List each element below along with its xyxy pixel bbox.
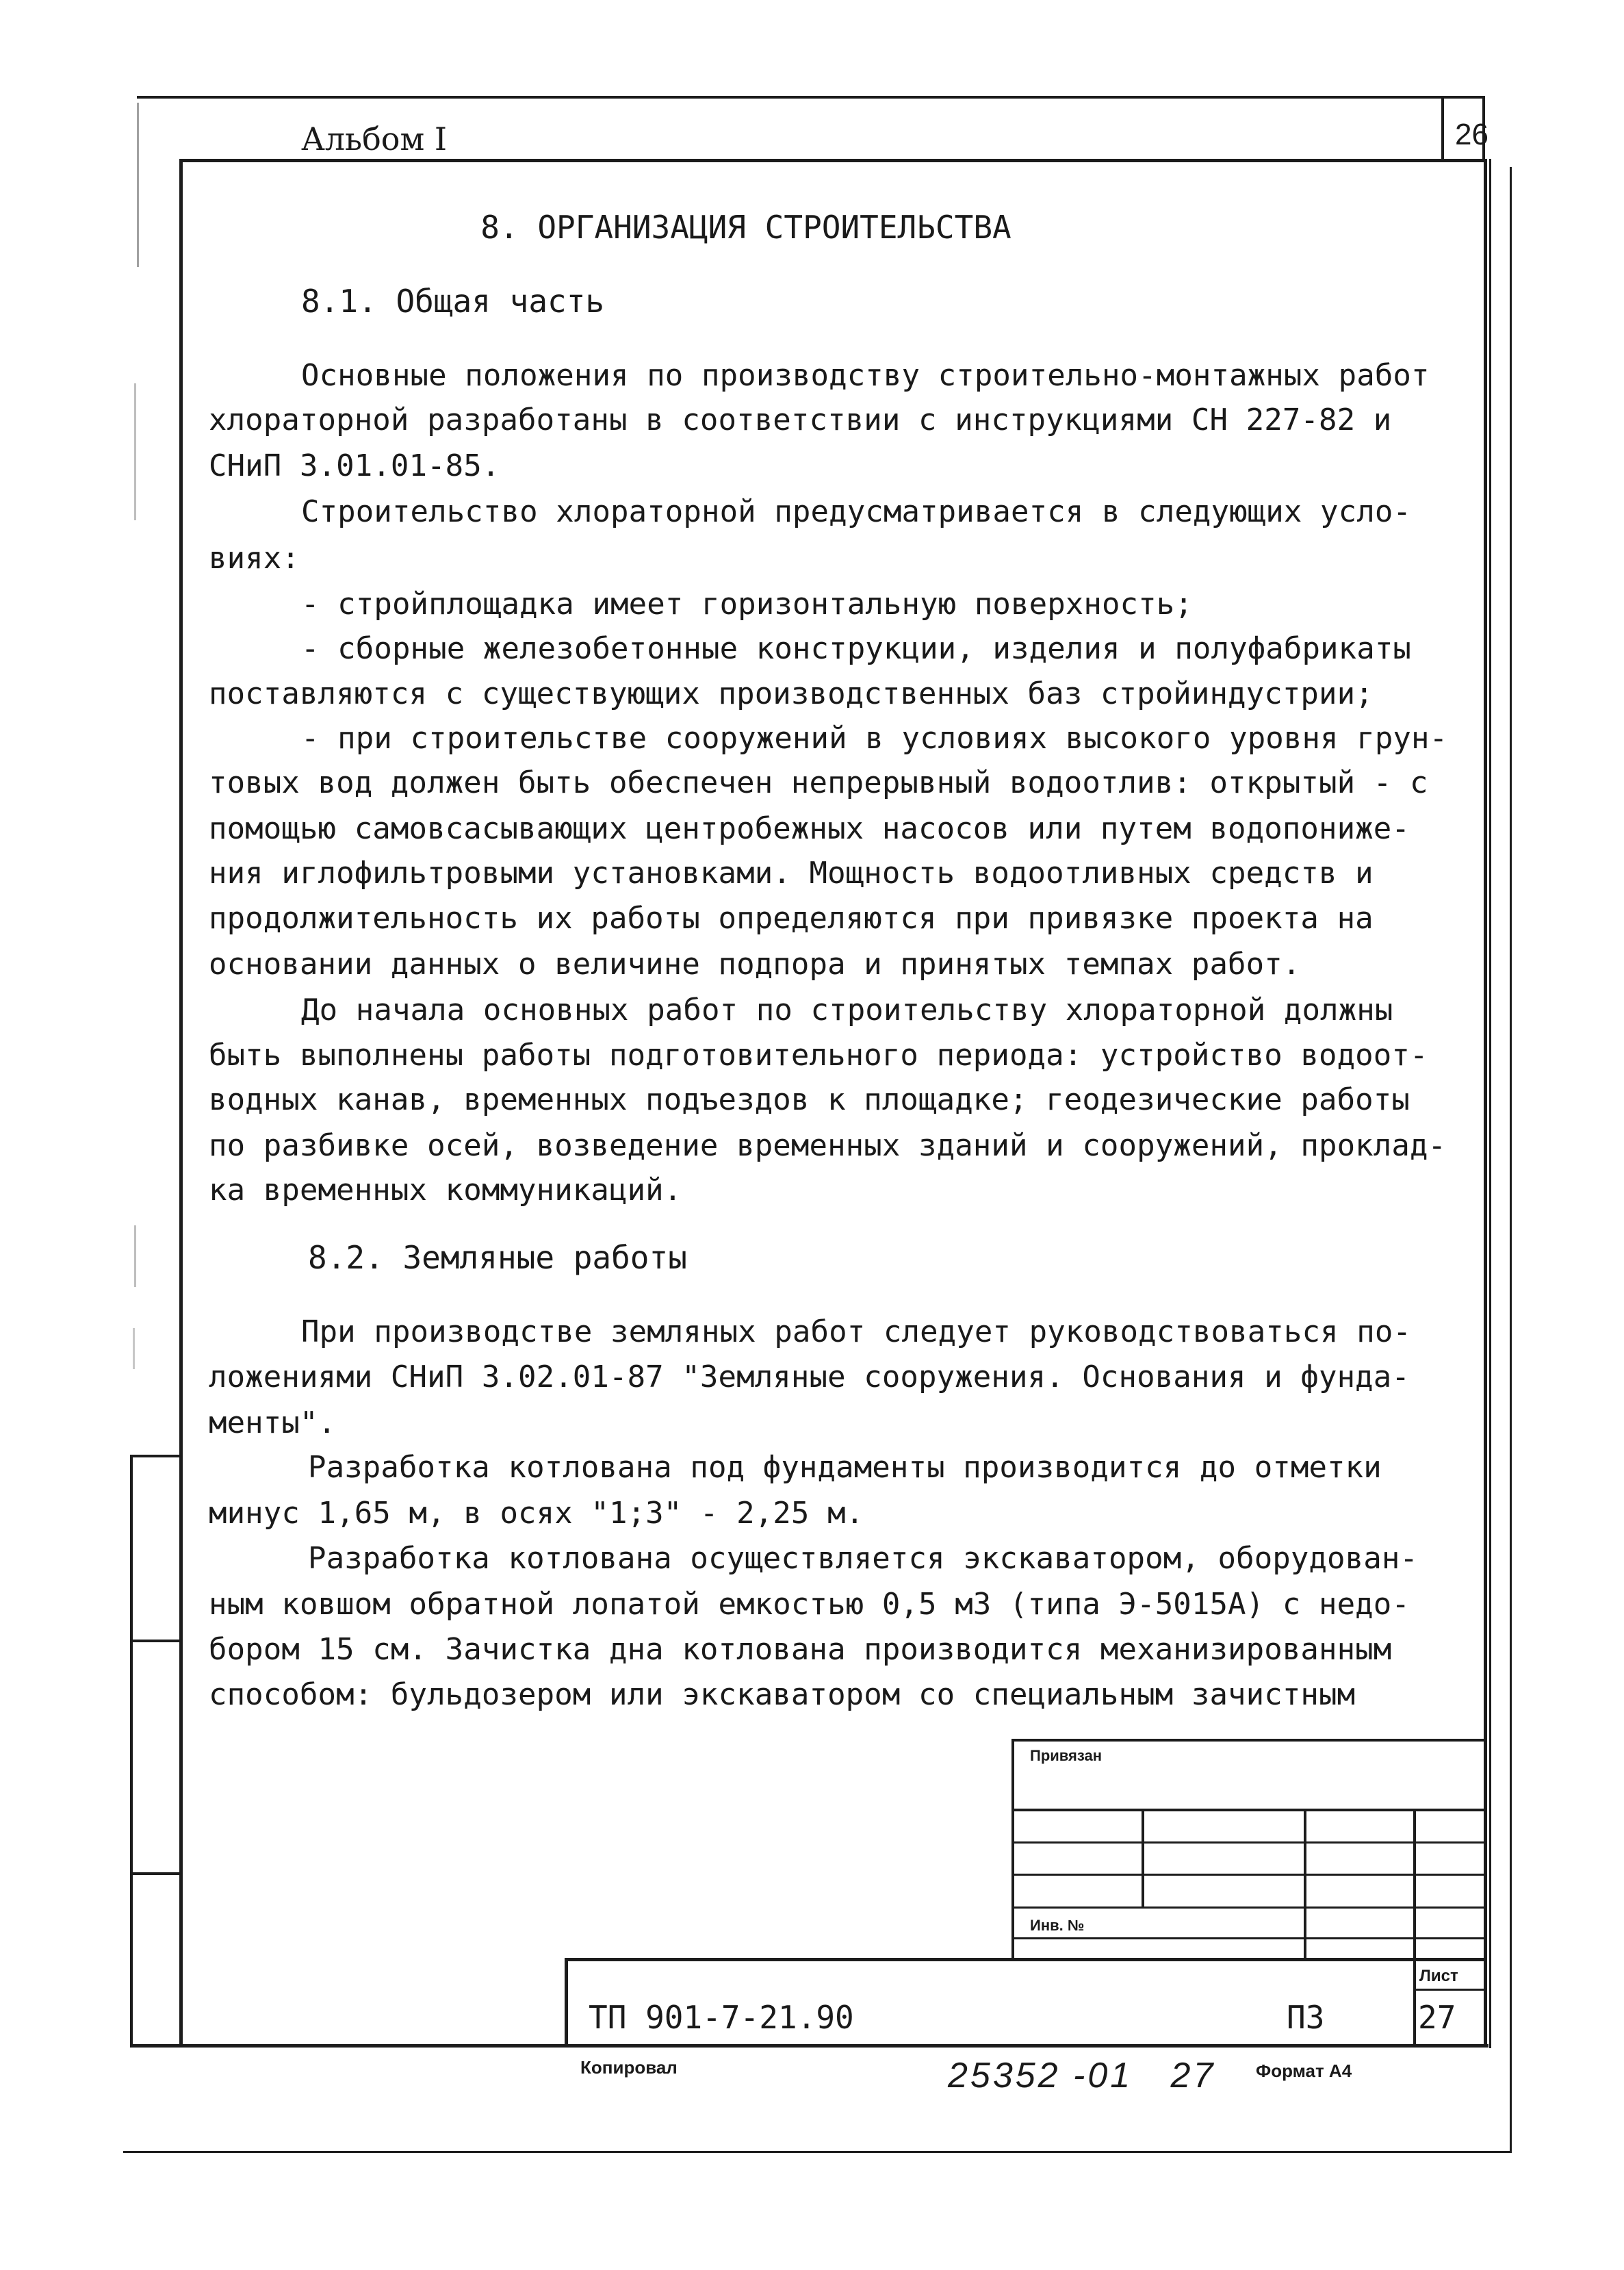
paragraph-line: ложениями СНиП 3.02.01-87 "Земляные сооружения. Основания и фунда- [209,1360,1410,1394]
frame-top-outer [137,96,1485,99]
list-item: - стройплощадка имеет горизонтальную поверхность; [301,587,1193,622]
paragraph-line: ния иглофильтровыми установками. Мощность водоотливных средств и [209,856,1374,891]
stamp-col [1304,1809,1306,1959]
paragraph-line: способом: бульдозером или экскаватором со специальным зачистным [209,1677,1356,1712]
section-title: 8. ОРГАНИЗАЦИЯ СТРОИТЕЛЬСТВА [480,209,1011,246]
margin-tick [134,383,136,520]
paragraph-line: основании данных о величине подпора и принятых темпах работ. [209,947,1301,982]
margin-line-right [1510,167,1512,2152]
page-number: 26 [1455,118,1488,151]
stamp-col [1413,1809,1416,2045]
paragraph-line: по разбивке осей, возведение временных зданий и сооружений, проклад- [209,1128,1447,1163]
binding-strip-div [130,1872,183,1875]
paragraph-line: ка временных коммуникаций. [209,1173,682,1208]
pagenum-box-left [1441,96,1444,162]
paragraph-line: менты". [209,1405,337,1440]
binding-strip-div [130,1640,183,1642]
inv-no-label: Инв. № [1030,1917,1085,1934]
section-heading-8-1: 8.1. Общая часть [301,283,605,320]
document-type: ПЗ [1287,1999,1325,2036]
paragraph-line: Разработка котлована под фундаменты производится до отметки [308,1450,1382,1485]
list-label: Лист [1419,1967,1458,1985]
binding-strip-top [130,1455,183,1457]
handwritten-number: 25352 -01 27 [948,2056,1216,2095]
binding-strip-left [130,1455,133,2048]
paragraph-line: виях: [209,541,300,576]
privyazan-label: Привязан [1030,1747,1103,1764]
stamp-col [1142,1809,1144,1909]
codebox-left [565,1958,568,2047]
list-item: - при строительстве сооружений в условиях высокого уровня грун- [301,721,1448,756]
format-label: Формат А4 [1256,2061,1352,2081]
paragraph-line: продолжительность их работы определяются при привязке проекта на [209,901,1374,936]
codebox-sheet-sep [1413,1989,1486,1991]
paragraph-line: быть выполнены работы подготовительного периода: устройство водоот- [209,1038,1428,1073]
frame-right-outer [1489,159,1491,2048]
stamp-left [1011,1739,1014,1961]
frame-left-inner [179,159,183,2045]
paragraph-line: ным ковшом обратной лопатой емкостью 0,5 м3 (типа Э-5015А) с недо- [209,1587,1410,1622]
paragraph-line: Строительство хлораторной предусматривается в следующих усло- [301,494,1412,529]
paragraph-line: Основные положения по производству строительно-монтажных работ [301,358,1430,393]
margin-tick [134,1225,136,1287]
document-code: ТП 901-7-21.90 [589,1999,854,2036]
paragraph-line: бором 15 см. Зачистка дна котлована производится механизированным [209,1632,1392,1667]
paragraph-line: минус 1,65 м, в осях "1;3" - 2,25 м. [209,1496,864,1531]
paragraph-line: водных канав, временных подъездов к площадке; геодезические работы [209,1082,1410,1117]
codebox-top [565,1958,1486,1961]
copied-label: Копировал [580,2057,678,2078]
section-heading-8-2: 8.2. Земляные работы [308,1239,687,1276]
frame-bottom [130,2044,1488,2048]
stamp-top [1011,1739,1486,1742]
paragraph-line: До начала основных работ по строительству хлораторной должны [301,993,1393,1028]
paragraph-line: помощью самовсасывающих центробежных насосов или путем водопониже- [209,811,1410,846]
paragraph-line: хлораторной разработаны в соответствии с инструкциями СН 227-82 и [209,403,1392,437]
paragraph-line: Разработка котлована осуществляется экскаватором, оборудован- [308,1541,1419,1576]
frame-right-inner [1484,159,1487,2045]
paragraph-line: При производстве земляных работ следует руководствоваться по- [301,1314,1412,1349]
margin-tick [133,1328,135,1369]
album-label: Альбом I [301,120,448,157]
sheet-number: 27 [1418,1999,1456,2036]
list-item: - сборные железобетонные конструкции, изделия и полуфабрикаты [301,631,1412,666]
paragraph-line: товых вод должен быть обеспечен непрерывный водоотлив: открытый - с [209,765,1428,800]
margin-line-bottom [123,2151,1512,2153]
paragraph-line: СНиП 3.01.01-85. [209,448,500,483]
frame-top-inner [179,159,1485,162]
paragraph-line: поставляются с существующих производственных баз стройиндустрии; [209,676,1374,711]
